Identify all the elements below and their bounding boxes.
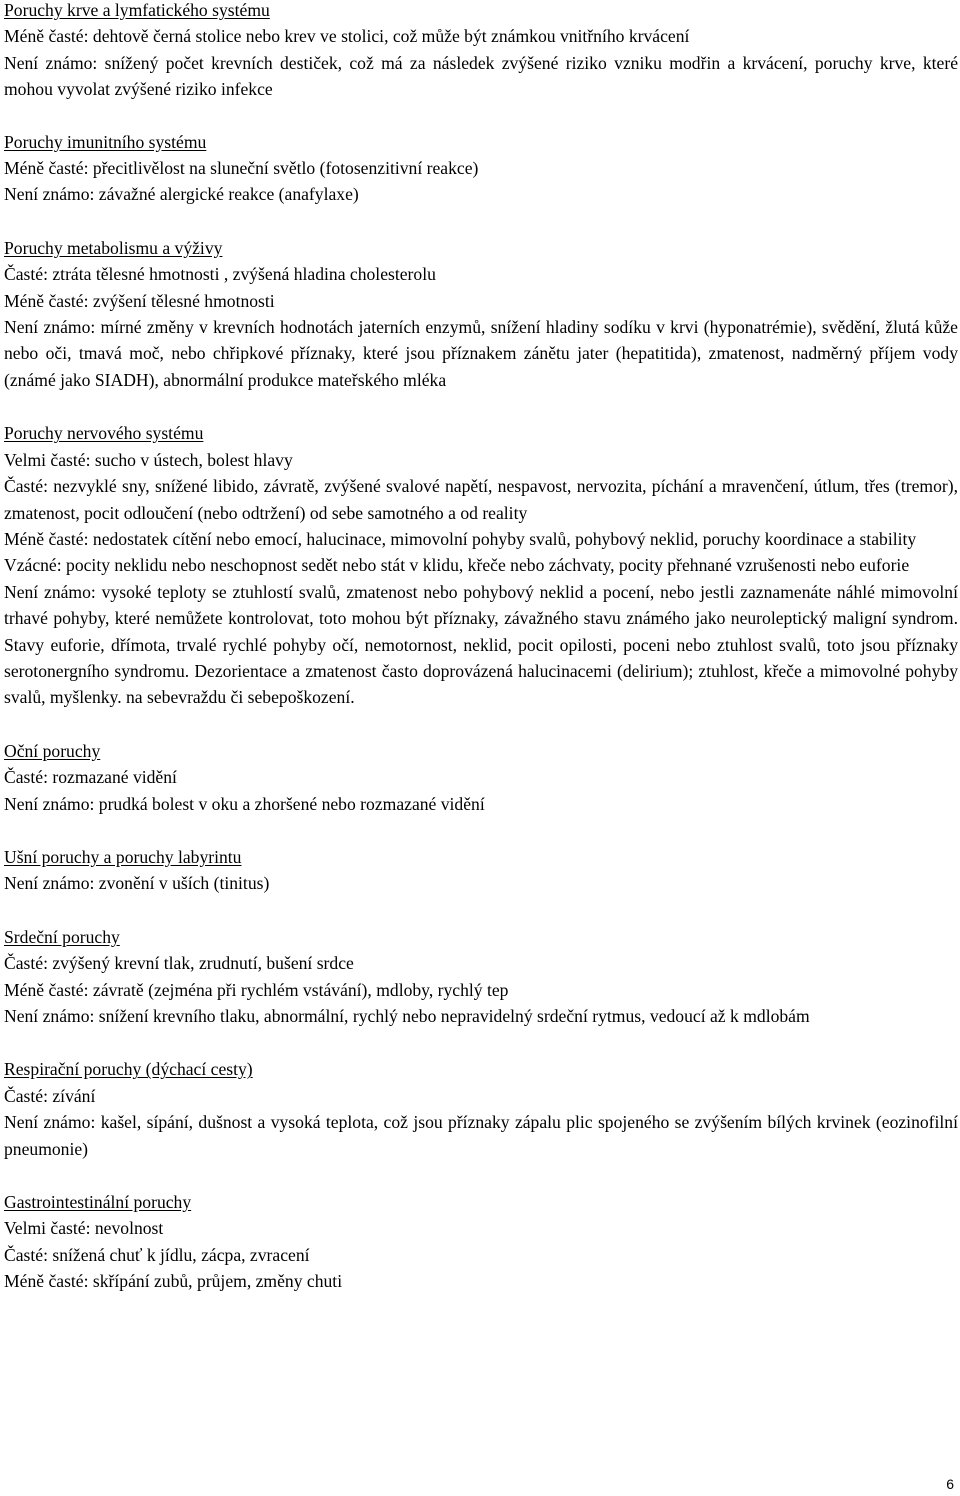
section-title: Respirační poruchy (dýchací cesty) <box>4 1059 253 1080</box>
paragraph: Není známo: prudká bolest v oku a zhoršené nebo rozmazané vidění <box>4 793 485 814</box>
section-title: Oční poruchy <box>4 740 101 761</box>
section-metabolism <box>4 235 958 393</box>
paragraph: Časté: nezvyklé sny, snížené libido, závratě, zvýšené svalové napětí, nespavost, nervozita, píchání a mravenčení, útlum, třes (tremor), zmatenost, pocit odloučení (nebo odtržení) od sebe samotného a od reality <box>4 476 958 523</box>
section-immune <box>4 129 958 208</box>
paragraph: Časté: snížená chuť k jídlu, zácpa, zvracení <box>4 1244 310 1265</box>
section-cardiac <box>4 924 958 1030</box>
section-blood-lymph <box>4 0 958 103</box>
section-title: Gastrointestinální poruchy <box>4 1192 192 1213</box>
section-ear <box>4 844 958 897</box>
paragraph: Méně časté: nedostatek cítění nebo emocí, halucinace, mimovolní pohyby svalů, pohybový neklid, poruchy koordinace a stability <box>4 528 917 549</box>
paragraph: Časté: zvýšený krevní tlak, zrudnutí, bušení srdce <box>4 953 354 974</box>
section-title: Ušní poruchy a poruchy labyrintu <box>4 846 242 867</box>
paragraph: Časté: ztráta tělesné hmotnosti , zvýšená hladina cholesterolu <box>4 264 436 285</box>
paragraph: Méně časté: zvýšení tělesné hmotnosti <box>4 290 275 311</box>
section-title: Poruchy nervového systému <box>4 423 204 444</box>
section-title: Poruchy imunitního systému <box>4 131 207 152</box>
paragraph: Velmi časté: nevolnost <box>4 1218 164 1239</box>
paragraph: Vzácné: pocity neklidu nebo neschopnost sedět nebo stát v klidu, křeče nebo záchvaty, pocity přehnané vzrušenosti nebo euforie <box>4 555 910 576</box>
section-title: Poruchy metabolismu a výživy <box>4 237 223 258</box>
section-title: Poruchy krve a lymfatického systému <box>4 0 270 20</box>
page-number: 6 <box>946 1476 954 1492</box>
paragraph: Není známo: kašel, sípání, dušnost a vysoká teplota, což jsou příznaky zápalu plic spojeného se zvýšením bílých krvinek (eozinofilní pneumonie) <box>4 1112 958 1159</box>
section-respiratory <box>4 1056 958 1162</box>
document-page <box>4 0 958 1298</box>
paragraph: Méně časté: přecitlivělost na sluneční světlo (fotosenzitivní reakce) <box>4 158 479 179</box>
paragraph: Méně časté: skřípání zubů, průjem, změny chuti <box>4 1271 343 1292</box>
paragraph: Není známo: vysoké teploty se ztuhlostí svalů, zmatenost nebo pohybový neklid a pocení, nebo jestli zaznamenáte náhlé mimovolní trhavé pohyby, které nemůžete kontrolovat, toto mohou být příznaky, závažného stavu známého jako neuroleptický maligní syndrom. Stavy euforie, dřímota, trvalé rychlé pohyby očí, nemotornost, neklid, pocit opilosti, poceni nebo ztuhlost svalů, toto jsou příznaky serotonergního syndromu. Dezorientace a zmatenost často doprovázená halucinacemi (delirium); ztuhlost, křeče a mimovolné pohyby svalů, myšlenky. na sebevraždu či sebepoškození. <box>4 581 958 708</box>
paragraph: Není známo: snížený počet krevních destiček, což má za následek zvýšené riziko vzniku modřin a krvácení, poruchy krve, které mohou vyvolat zvýšené riziko infekce <box>4 52 958 100</box>
paragraph: Méně časté: závratě (zejména při rychlém vstávání), mdloby, rychlý tep <box>4 979 509 1000</box>
paragraph: Časté: zívání <box>4 1085 96 1106</box>
paragraph: Není známo: závažné alergické reakce (anafylaxe) <box>4 184 359 205</box>
section-nervous <box>4 420 958 710</box>
paragraph: Časté: rozmazané vidění <box>4 767 177 788</box>
paragraph: Není známo: mírné změny v krevních hodnotách jaterních enzymů, snížení hladiny sodíku v krvi (hyponatrémie), svědění, žlutá kůže nebo oči, tmavá moč, nebo chřipkové příznaky, které jsou příznakem zánětu jater (hepatitida), zmatenost, nadměrný příjem vody (známé jako SIADH), abnormální produkce mateřského mléka <box>4 317 958 390</box>
paragraph: Velmi časté: sucho v ústech, bolest hlavy <box>4 449 293 470</box>
section-gastrointestinal <box>4 1189 958 1295</box>
section-title: Srdeční poruchy <box>4 926 120 947</box>
paragraph: Není známo: zvonění v uších (tinitus) <box>4 873 270 894</box>
paragraph: Méně časté: dehtově černá stolice nebo krev ve stolici, což může být známkou vnitřního krvácení <box>4 26 690 47</box>
section-eye <box>4 738 958 817</box>
paragraph: Není známo: snížení krevního tlaku, abnormální, rychlý nebo nepravidelný srdeční rytmus, vedoucí až k mdlobám <box>4 1006 810 1026</box>
